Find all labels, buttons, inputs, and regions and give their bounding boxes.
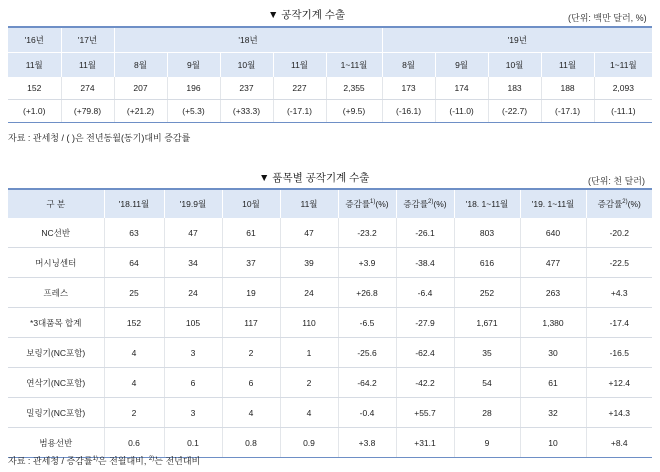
table-cell: 3 (164, 398, 222, 428)
change-cell: (+5.3) (167, 100, 220, 123)
row-label: *3대품목 합계 (8, 308, 104, 338)
change-cell: (+79.8) (61, 100, 114, 123)
table2-unit: (단위: 천 달러) (588, 176, 645, 186)
table-cell: 616 (454, 248, 520, 278)
table-cell: +12.4 (586, 368, 652, 398)
note-sup: 2) (148, 456, 155, 462)
value-cell: 2,093 (594, 77, 652, 100)
table-cell: 1 (280, 338, 338, 368)
value-cell: 183 (488, 77, 541, 100)
table-cell: 263 (520, 278, 586, 308)
value-row (8, 77, 652, 100)
year-header: '17년 (61, 27, 114, 53)
table-cell: 6 (164, 368, 222, 398)
table-cell: 252 (454, 278, 520, 308)
table-cell: 1,380 (520, 308, 586, 338)
header-row (8, 189, 652, 218)
column-header (164, 189, 222, 218)
month-header: 11월 (541, 53, 594, 78)
table-row (8, 248, 652, 278)
change-cell: (-16.1) (382, 100, 435, 123)
note-mid: 은 전월대비, (97, 456, 147, 466)
table-cell: +3.8 (338, 428, 396, 458)
table-row (8, 278, 652, 308)
row-label: 범용선반 (8, 428, 104, 458)
value-cell: 152 (8, 77, 61, 100)
table-cell: 105 (164, 308, 222, 338)
column-header (338, 189, 396, 218)
table-cell: 4 (280, 398, 338, 428)
row-label: NC선반 (8, 218, 104, 248)
table-cell: 32 (520, 398, 586, 428)
value-cell: 174 (435, 77, 488, 100)
note-sup: 1) (92, 456, 98, 462)
month-header: 11월 (8, 53, 61, 78)
table-cell: 4 (104, 338, 164, 368)
table-cell: 61 (222, 218, 280, 248)
table-cell: 110 (280, 308, 338, 338)
table-cell: 37 (222, 248, 280, 278)
column-header-suffix: (%) (433, 199, 447, 209)
table-cell: 3 (164, 338, 222, 368)
column-header-label: 증감률 (403, 199, 429, 209)
column-header-sup: 2) (428, 199, 434, 205)
row-label: 밀링기(NC포함) (8, 398, 104, 428)
table-cell: +55.7 (396, 398, 454, 428)
value-cell: 274 (61, 77, 114, 100)
table-cell: -6.5 (338, 308, 396, 338)
table-cell: -17.4 (586, 308, 652, 338)
change-cell: (+9.5) (326, 100, 382, 123)
table-cell: 19 (222, 278, 280, 308)
table-cell: +8.4 (586, 428, 652, 458)
value-cell: 207 (114, 77, 167, 100)
column-header-label: '18.11월 (118, 199, 150, 209)
table-cell: 54 (454, 368, 520, 398)
column-header (520, 189, 586, 218)
column-header-sup: 2) (622, 199, 628, 205)
table-cell: -26.1 (396, 218, 454, 248)
table-cell: 24 (164, 278, 222, 308)
month-header: 9월 (167, 53, 220, 78)
table-cell: -62.4 (396, 338, 454, 368)
table-cell: 63 (104, 218, 164, 248)
table-cell: -20.2 (586, 218, 652, 248)
table2-title: ▼ 품목별 공작기계 수출 (259, 172, 370, 184)
table-cell: 117 (222, 308, 280, 338)
month-header: 11월 (61, 53, 114, 78)
table-cell: 39 (280, 248, 338, 278)
change-cell: (+33.3) (220, 100, 273, 123)
table-cell: 61 (520, 368, 586, 398)
table-cell: 2 (222, 338, 280, 368)
column-header (222, 189, 280, 218)
column-header-label: 구 분 (46, 199, 66, 209)
table-cell: 47 (164, 218, 222, 248)
machine-tool-export-table (8, 26, 652, 123)
table-cell: -42.2 (396, 368, 454, 398)
year-header: '16년 (8, 27, 61, 53)
month-header: 11월 (273, 53, 326, 78)
table-cell: -16.5 (586, 338, 652, 368)
table-cell: 25 (104, 278, 164, 308)
table-cell: +4.3 (586, 278, 652, 308)
table-cell: -38.4 (396, 248, 454, 278)
note-suffix: 는 전년대비 (154, 456, 201, 466)
table-cell: +3.9 (338, 248, 396, 278)
table-cell: -0.4 (338, 398, 396, 428)
table-cell: 9 (454, 428, 520, 458)
table-cell: 0.9 (280, 428, 338, 458)
column-header-label: 10월 (242, 199, 260, 209)
table1-unit: (단위: 백만 달러, %) (568, 13, 647, 23)
value-cell: 196 (167, 77, 220, 100)
table-cell: 1,671 (454, 308, 520, 338)
table-cell: 640 (520, 218, 586, 248)
table-cell: 0.8 (222, 428, 280, 458)
month-header: 10월 (488, 53, 541, 78)
table-cell: 152 (104, 308, 164, 338)
table-row (8, 428, 652, 458)
table2-source-note (8, 454, 200, 467)
table-cell: 28 (454, 398, 520, 428)
table-cell: 24 (280, 278, 338, 308)
change-row (8, 100, 652, 123)
year-header-row (8, 27, 652, 53)
table-cell: -25.6 (338, 338, 396, 368)
table-cell: 35 (454, 338, 520, 368)
table-cell: 2 (280, 368, 338, 398)
table-cell: 10 (520, 428, 586, 458)
table-cell: 47 (280, 218, 338, 248)
change-cell: (-17.1) (541, 100, 594, 123)
change-cell: (-17.1) (273, 100, 326, 123)
note-prefix: 자료 : 관세청 / 증감률 (8, 456, 93, 466)
value-cell: 2,355 (326, 77, 382, 100)
month-header-row (8, 53, 652, 78)
column-header-suffix: (%) (375, 199, 389, 209)
table-cell: +26.8 (338, 278, 396, 308)
column-header (8, 189, 104, 218)
column-header (454, 189, 520, 218)
value-cell: 237 (220, 77, 273, 100)
table-row (8, 308, 652, 338)
table-cell: -64.2 (338, 368, 396, 398)
row-label: 연삭기(NC포함) (8, 368, 104, 398)
month-header: 8월 (114, 53, 167, 78)
column-header-label: 증감률 (345, 199, 371, 209)
month-header: 8월 (382, 53, 435, 78)
table-row (8, 338, 652, 368)
table-row (8, 218, 652, 248)
column-header (280, 189, 338, 218)
table-cell: +14.3 (586, 398, 652, 428)
table-cell: 6 (222, 368, 280, 398)
table-cell: 2 (104, 398, 164, 428)
column-header (396, 189, 454, 218)
table-cell: -22.5 (586, 248, 652, 278)
column-header-sup: 1) (370, 199, 376, 205)
row-label: 프레스 (8, 278, 104, 308)
change-cell: (-11.1) (594, 100, 652, 123)
table-cell: 803 (454, 218, 520, 248)
table-row (8, 398, 652, 428)
column-header-label: '19.9월 (179, 199, 207, 209)
column-header-label: '18. 1~11월 (465, 199, 509, 209)
month-header: 1~11월 (594, 53, 652, 78)
change-cell: (+1.0) (8, 100, 61, 123)
table1-source-note: 자료 : 관세청 / ( )은 전년동월(동기)대비 증감률 (8, 133, 191, 143)
row-label: 보링기(NC포함) (8, 338, 104, 368)
table-cell: -6.4 (396, 278, 454, 308)
column-header-label: 증감률 (597, 199, 623, 209)
row-label: 머시닝센터 (8, 248, 104, 278)
column-header (104, 189, 164, 218)
table-cell: 4 (104, 368, 164, 398)
table-cell: 34 (164, 248, 222, 278)
table-cell: 0.1 (164, 428, 222, 458)
value-cell: 188 (541, 77, 594, 100)
change-cell: (-22.7) (488, 100, 541, 123)
table-cell: -23.2 (338, 218, 396, 248)
table-cell: 4 (222, 398, 280, 428)
change-cell: (-11.0) (435, 100, 488, 123)
month-header: 1~11월 (326, 53, 382, 78)
column-header-label: 11월 (300, 199, 318, 209)
table-cell: 477 (520, 248, 586, 278)
table-cell: +31.1 (396, 428, 454, 458)
value-cell: 173 (382, 77, 435, 100)
machine-tool-export-by-item-table (8, 188, 652, 458)
table-cell: 0.6 (104, 428, 164, 458)
table-row (8, 368, 652, 398)
column-header (586, 189, 652, 218)
column-header-suffix: (%) (627, 199, 641, 209)
value-cell: 227 (273, 77, 326, 100)
change-cell: (+21.2) (114, 100, 167, 123)
month-header: 10월 (220, 53, 273, 78)
table-cell: 30 (520, 338, 586, 368)
table-cell: 64 (104, 248, 164, 278)
table1-title: ▼ 공작기계 수출 (268, 9, 346, 21)
month-header: 9월 (435, 53, 488, 78)
year-header: '19년 (382, 27, 652, 53)
column-header-label: '19. 1~11월 (531, 199, 575, 209)
table-cell: -27.9 (396, 308, 454, 338)
year-header: '18년 (114, 27, 382, 53)
